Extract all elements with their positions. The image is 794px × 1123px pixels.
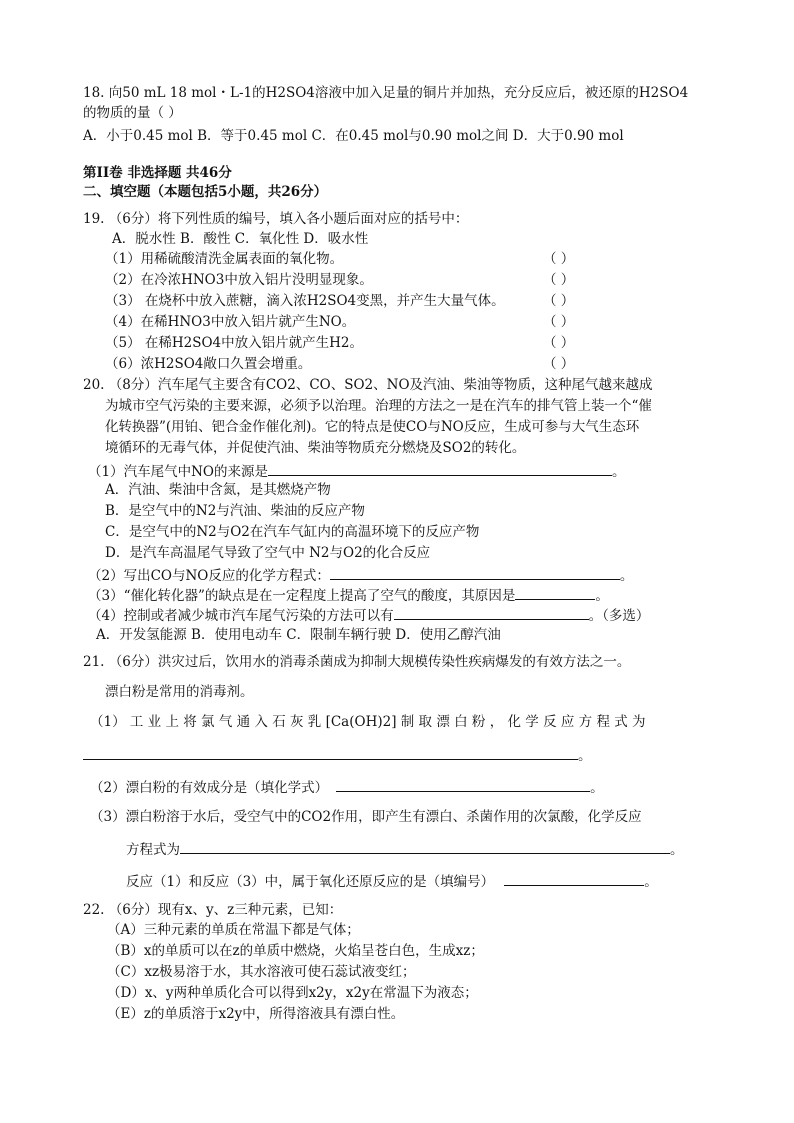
q20-stem-4: 境循环的无毒气体，并促使汽油、柴油等物质充分燃烧及SO2的转化。 — [105, 440, 526, 456]
q19-item-5: （5） 在稀H2SO4中放入铝片就产生H2。 — [105, 335, 364, 351]
q21-redox-blank[interactable] — [504, 871, 644, 886]
q22-stem: 22. （6分）现有x、y、z三种元素，已知： — [83, 902, 343, 918]
q22-item-b: （B）x的单质可以在z的单质中燃烧，火焰呈苍白色，生成xz； — [107, 943, 484, 959]
q19-item-4: （4）在稀HNO3中放入铝片就产生NO。 — [105, 314, 356, 330]
q20-part4-options: A．开发氢能源 B．使用电动车 C．限制车辆行驶 D．使用乙醇汽油 — [96, 627, 501, 643]
q20-part1-opt-a: A．汽油、柴油中含氮，是其燃烧产物 — [105, 482, 331, 498]
q19-stem: 19. （6分）将下列性质的编号，填入各小题后面对应的括号中： — [83, 211, 469, 227]
q18-line2: 的物质的量（ ） — [83, 105, 182, 121]
q20-part3: （3）“催化转化器”的缺点是在一定程度上提高了空气的酸度，其原因是 。 — [88, 585, 609, 605]
q20-stem-2: 为城市空气污染的主要来源，必须予以治理。治理的方法之一是在汽车的排气管上装一个“催 — [105, 398, 652, 414]
q19-item-3-bracket[interactable]: （ ） — [543, 293, 575, 309]
q21-part3-blank[interactable] — [180, 839, 670, 854]
q20-part1-blank[interactable] — [268, 461, 612, 476]
q21-part2-blank[interactable] — [336, 777, 590, 792]
q21-redox: 反应（1）和反应（3）中，属于氧化还原反应的是（填编号） 。 — [126, 871, 658, 891]
q20-part1-opt-c: C．是空气中的N2与O2在汽车气缸内的高温环境下的反应产物 — [105, 524, 480, 540]
q20-stem-1: 20. （8分）汽车尾气主要含有CO2、CO、SO2、NO及汽油、柴油等物质，这种尾气越来越成 — [83, 377, 653, 393]
section-subtitle: 二、填空题（本题包括5小题，共26分） — [83, 184, 328, 200]
q21-part2: （2）漂白粉的有效成分是（填化学式） 。 — [90, 777, 604, 797]
q21-stem-1: 21. （6分）洪灾过后，饮用水的消毒杀菌成为抑制大规模传染性疾病爆发的有效方法之一。 — [83, 654, 631, 670]
q20-part2: （2）写出CO与NO反应的化学方程式： 。 — [88, 565, 633, 585]
q19-item-1: （1）用稀硫酸清洗金属表面的氧化物。 — [105, 251, 344, 267]
q20-part1-opt-b: B．是空气中的N2与汽油、柴油的反应产物 — [105, 503, 365, 519]
q22-item-e: （E）z的单质溶于x2y中，所得溶液具有漂白性。 — [107, 1006, 405, 1022]
q19-options: A．脱水性 B．酸性 C．氧化性 D．吸水性 — [112, 231, 369, 247]
q22-item-c: （C）xz极易溶于水，其水溶液可使石蕊试液变红； — [107, 964, 416, 980]
q20-part4: （4）控制或者减少城市汽车尾气污染的方法可以有 。（多选） — [88, 605, 649, 625]
q18-line1: 18. 向50 mL 18 mol・L-1的H2SO4溶液中加入足量的铜片并加热，充分反应后，被还原的H2SO4 — [83, 85, 689, 101]
q21-part1-blank[interactable] — [83, 745, 578, 760]
q19-item-5-bracket[interactable]: （ ） — [543, 335, 575, 351]
q20-stem-3: 化转换器”(用铂、钯合金作催化剂)。它的特点是使CO与NO反应，生成可参与大气生态环 — [105, 419, 640, 435]
q19-item-6: （6）浓H2SO4敞口久置会增重。 — [105, 356, 312, 372]
q19-item-6-bracket[interactable]: （ ） — [543, 356, 575, 372]
q21-stem-2: 漂白粉是常用的消毒剂。 — [105, 684, 254, 700]
q20-part1-opt-d: D．是汽车高温尾气导致了空气中 N2与O2的化合反应 — [105, 545, 431, 561]
q21-part1: （1） 工 业 上 将 氯 气 通 入 石 灰 乳 [Ca(OH)2] 制 取 漂 白 粉 ， 化 学 反 应 方 程 式 为 — [90, 714, 646, 730]
q20-part3-blank[interactable] — [515, 585, 595, 600]
q20-part2-blank[interactable] — [330, 565, 620, 580]
q21-part3-eq: 方程式为 。 — [126, 839, 684, 859]
q20-part1: （1）汽车尾气中NO的来源是 。 — [88, 461, 625, 481]
q19-item-3: （3） 在烧杯中放入蔗糖，滴入浓H2SO4变黑，并产生大量气体。 — [105, 293, 505, 309]
q19-item-1-bracket[interactable]: （ ） — [543, 251, 575, 267]
q21-part3: （3）漂白粉溶于水后，受空气中的CO2作用，即产生有漂白、杀菌作用的次氯酸，化学反应 — [90, 809, 642, 825]
q22-item-a: （A）三种元素的单质在常温下都是气体； — [107, 922, 360, 938]
q19-item-2-bracket[interactable]: （ ） — [543, 272, 575, 288]
q19-item-2: （2）在冷浓HNO3中放入铝片没明显现象。 — [105, 272, 373, 288]
q18-options: A．小于0.45 mol B．等于0.45 mol C．在0.45 mol与0.90 mol之间 D．大于0.90 mol — [83, 128, 624, 144]
q21-part1-answer: 。 — [83, 745, 592, 765]
q19-item-4-bracket[interactable]: （ ） — [543, 314, 575, 330]
q22-item-d: （D）x、y两种单质化合可以得到x2y，x2y在常温下为液态； — [107, 985, 478, 1001]
section-title: 第II卷 非选择题 共46分 — [83, 165, 232, 181]
q20-part4-blank[interactable] — [394, 605, 589, 620]
